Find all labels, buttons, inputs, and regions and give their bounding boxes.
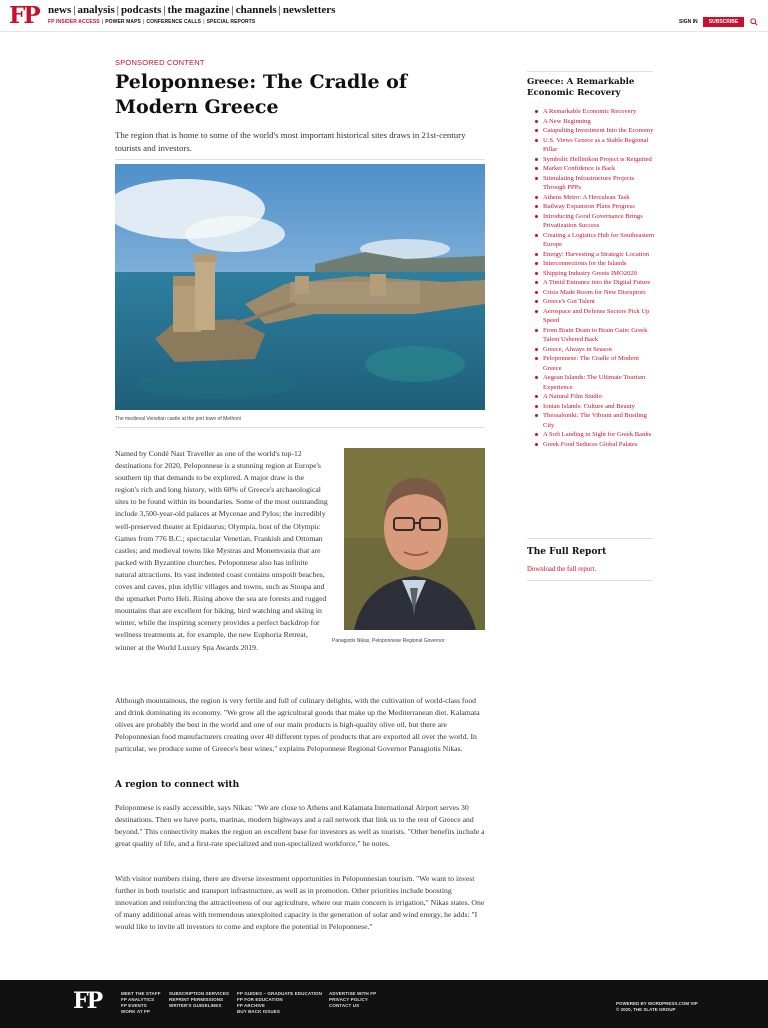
sidebar-divider [527,71,653,72]
sidebar-item[interactable]: Catapulting Investment Into the Economy [533,126,655,136]
sidebar-item[interactable]: Ionian Islands: Culture and Beauty [533,402,655,412]
sidebar-item[interactable]: Greece's Got Talent [533,297,655,307]
footer-link[interactable]: FP ANALYTICS [121,997,155,1002]
sidebar-divider [527,538,653,539]
portrait-panagiotis-nikas [344,448,485,630]
sidebar-item[interactable]: Stimulating Infrastructure Projects Through PPPs [533,174,655,193]
footer-link[interactable]: PRIVACY POLICY [329,997,368,1002]
subnav-special-reports[interactable]: SPECIAL REPORTS [206,19,256,25]
footer-link[interactable]: FP GUIDES – GRADUATE EDUCATION [237,991,323,996]
main-nav: news | analysis | podcasts | the magazine | channels | newsletters [48,4,336,16]
sidebar-item[interactable]: Railway Expansion Plans Progress [533,202,655,212]
subnav-power-maps[interactable]: POWER MAPS [105,19,141,25]
sidebar-item[interactable]: A Soft Landing in Sight for Greek Banks [533,430,655,440]
portrait-caption: Panagiotis Nikas, Peloponnese Regional Governor [332,638,445,644]
sidebar-item[interactable]: A Remarkable Economic Recovery [533,107,655,117]
sidebar-item[interactable]: Crisis Made Room for New Disruptors [533,288,655,298]
hero-caption: The medieval Venetian castle at the port town of Methoni [115,416,241,422]
footer-link[interactable]: BUY BACK ISSUES [237,1009,280,1014]
sidebar-item[interactable]: U.S. Views Greece as a Stable Regional Pillar [533,136,655,155]
nav-analysis[interactable]: analysis [77,4,115,16]
sidebar-item[interactable]: Aegean Islands: The Ultimate Tourism Experience [533,373,655,392]
sidebar-item[interactable]: Symbolic Hellinikon Project is Reignited [533,155,655,165]
sponsored-kicker: SPONSORED CONTENT [115,58,205,67]
footer-link[interactable]: SUBSCRIPTION SERVICES [169,991,230,996]
sidebar-list [533,107,655,449]
search-icon[interactable] [750,18,758,26]
section-heading: A region to connect with [115,780,240,790]
sidebar-item[interactable]: Greece, Always in Season [533,345,655,355]
footer-col-3 [237,991,322,1015]
sidebar-item[interactable]: Creating a Logistics Hub for Southeastern Europe [533,231,655,250]
full-report-title: The Full Report [527,547,607,557]
sidebar-item[interactable]: Athens Metro: A Herculean Task [533,193,655,203]
footer-link[interactable]: REPRINT PERMISSIONS [169,997,224,1002]
sidebar-item[interactable]: Energy: Harvesting a Strategic Location [533,250,655,260]
portrait-figure [332,448,485,644]
paragraph-1-text: Named by Condé Nast Traveller as one of the world's top-12 destinations for 2020, Peloponnese is a stunning region at Europe's southern tip that demands to be explored. A major draw is the region's rich and long history, with 60% of Greece's archaeological sites to be found within its boundaries. Some of the most outstanding include 3,500-year-old palaces at Mycenae and Pylos; the incredibly well-preserved theater at Epidaurus; Olympia, host of the Olympic Games from 776 B.C.; spectacular Venetian, Frankish and Ottoman castles; and medieval towns like Mystras and Monemvasia that are packed with Byzantine churches. Peloponnese also has infinite natural attractions. Its vast indented coast contains unspoilt beaches, coves and caves, plus idyllic villages and towns, such as Stoupa and the upmarket Porto Heli. Rising above the sea are forests and rugged mountains that are excellent for hiking, bird watching and skiing in winter, while the inspiring scenery provides a perfect backdrop for wellness treatments at, for example, the new Euphoria Retreat, winner at the World Luxury Spa Awards 2019. [115,449,328,652]
sidebar-item[interactable]: Aerospace and Defense Sectors Pick Up Speed [533,307,655,326]
sidebar-item[interactable]: Shipping Industry Greets IMO2020 [533,269,655,279]
article-paragraph-2: Although mountainous, the region is very fertile and full of culinary delights, with the cultivation of world-class food and drink dominating its economy. "We grow all the agricultural goods that make up the Mediterranean diet. Kalamata olives are probably the best in the world and one of our main products is high-quality olive oil, but there are Peloponnesian food manufacturers creating over 40 different types of products that are exported all over the world. In particular, we produce some of Greece's best wines," explains Peloponnese Regional Governor Panagiotis Nikas. [115,696,480,754]
subnav-conference-calls[interactable]: CONFERENCE CALLS [146,19,202,25]
sidebar-item[interactable]: Introducing Good Governance Brings Privatization Success [533,212,655,231]
nav-magazine[interactable]: the magazine [167,4,230,16]
copyright: © 2020, THE SLATE GROUP [616,1007,676,1012]
nav-newsletters[interactable]: newsletters [282,4,336,16]
article-dek: The region that is home to some of the world's most important historical sites draws in 21st-century tourists and investors. [115,130,466,153]
sidebar-item[interactable]: Greek Food Seduces Global Palates [533,440,655,450]
article-title: Peloponnese: The Cradle of Modern Greece [115,71,407,118]
footer-link[interactable]: CONTACT US [329,1003,360,1008]
sidebar-item[interactable]: Interconnections for the Islands [533,259,655,269]
divider [115,427,485,428]
sidebar-item[interactable]: A New Beginning [533,117,655,127]
fp-logo[interactable]: FP [9,2,39,29]
sign-in-link[interactable]: SIGN IN [679,19,698,25]
sidebar-item[interactable]: A Natural Film Studio [533,392,655,402]
sidebar-title: Greece: A Remarkable Economic Recovery [527,77,635,98]
subscribe-button[interactable]: SUBSCRIBE [703,17,744,27]
nav-podcasts[interactable]: podcasts [120,4,162,16]
sidebar-item[interactable]: Thessaloniki: The Vibrant and Bustling City [533,411,655,430]
nav-channels[interactable]: channels [235,4,277,16]
footer-fp-logo[interactable]: FP [73,988,102,1014]
footer-col-1 [121,991,161,1015]
footer-link[interactable]: FP ARCHIVE [237,1003,266,1008]
sidebar-item[interactable]: Peloponnese: The Cradle of Modern Greece [533,354,655,373]
footer-col-4 [329,991,376,1009]
footer-link[interactable]: ADVERTISE WITH FP [329,991,377,996]
divider [115,159,485,160]
footer-col-2 [169,991,229,1009]
article-paragraph-4: With visitor numbers rising, there are diverse investment opportunities in Peloponnesian tourism. "We want to invest further in both touristic and transport infrastructure, as well as in promotion. Other priorities include boosting innovation and reinforcing the attractiveness of our agriculture, where our main concern is irrigation," Nikas states. One of many additional areas with tremendous unexploited capacity is the generation of solar and wind energy, he adds: "I would like to invite all investors to come and explore the potential in Peloponnese." [115,874,485,932]
footer-credits [616,1001,698,1013]
footer-link[interactable]: WRITER'S GUIDELINES [169,1003,222,1008]
footer-link[interactable]: WORK AT FP [121,1009,150,1014]
full-report-download-link[interactable]: Download the full report. [527,566,597,573]
footer-link[interactable]: MEET THE STAFF [121,991,161,996]
sidebar-divider [527,580,653,581]
sub-nav: FP INSIDER ACCESS | POWER MAPS | CONFERENCE CALLS | SPECIAL REPORTS [48,19,256,25]
footer-link[interactable]: FP EVENTS [121,1003,147,1008]
site-header [0,0,768,32]
hero-image-methoni-castle [115,164,485,410]
subnav-insider-access[interactable]: FP INSIDER ACCESS [48,19,100,25]
nav-news[interactable]: news [48,4,72,16]
sidebar-item[interactable]: A Timid Entrance into the Digital Future [533,278,655,288]
article-paragraph-3: Peloponnese is easily accessible, says Nikas: "We are close to Athens and Kalamata International Airport serves 30 destinations. Then we have ports, marinas, modern highways and a rail network that link us to the rest of Greece and beyond." This connectivity makes the region an excellent base for investors as well as tourists. "Other benefits include a great quality of life, and a first-rate specialized and non-specialized workforce," he notes. [115,803,485,849]
sidebar-item[interactable]: Market Confidence is Back [533,164,655,174]
article-paragraph-1 [115,448,485,654]
powered-by: POWERED BY WORDPRESS.COM VIP [616,1001,698,1006]
footer-link[interactable]: FP FOR EDUCATION [237,997,283,1002]
sidebar-item[interactable]: From Brain Drain to Brain Gain: Greek Talent Ushered Back [533,326,655,345]
